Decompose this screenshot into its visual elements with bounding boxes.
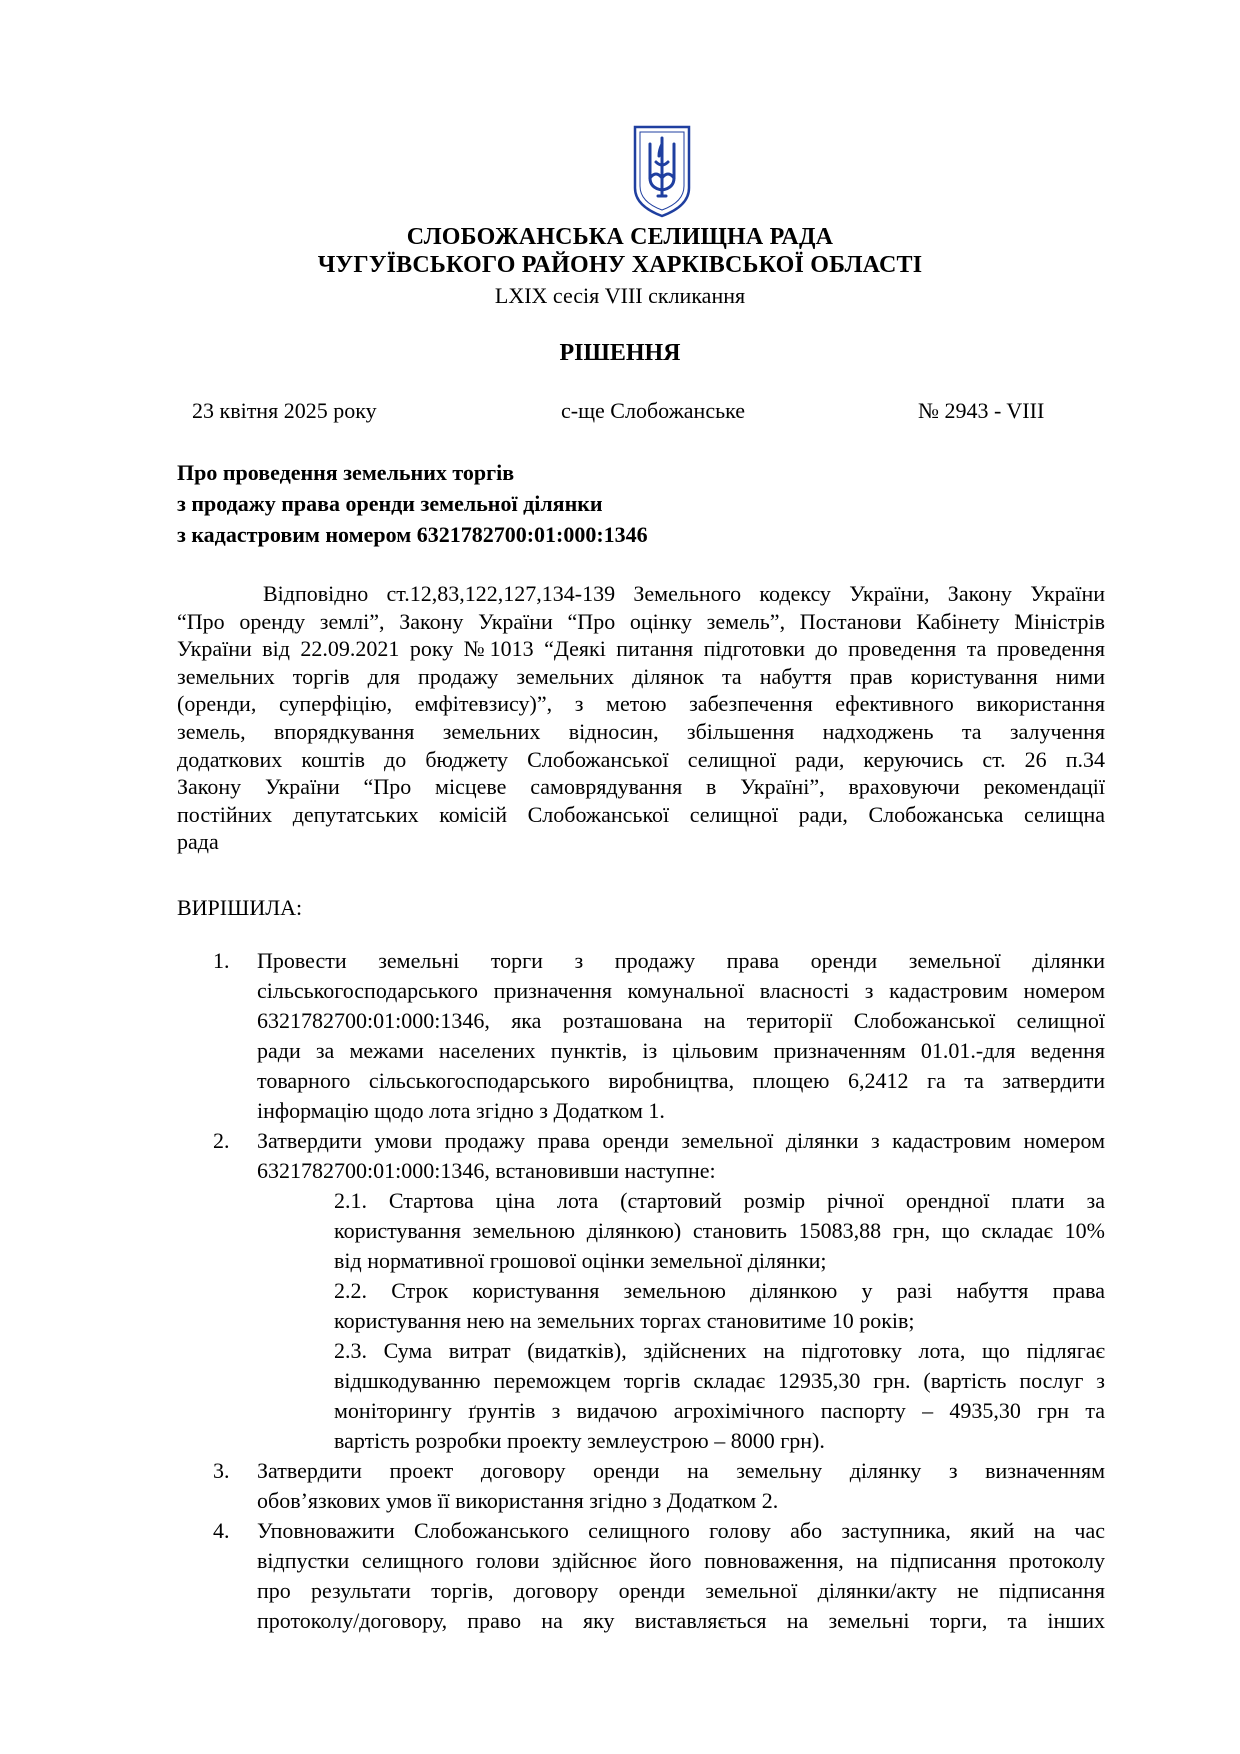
session-info: LXIX сесія VIII скликання	[494, 283, 746, 308]
subitem-line: користування нею на земельних торгах становитиме 10 років;	[334, 1308, 915, 1333]
item-line: Провести земельні торги з продажу права оренди земельної ділянки	[257, 948, 1105, 973]
preamble-line: постійних депутатських комісій Слобожанської селищної ради, Слобожанська селищна	[177, 801, 1105, 827]
item-number: 1.	[213, 948, 230, 973]
council-name: СЛОБОЖАНСЬКА СЕЛИЩНА РАДА	[406, 224, 834, 250]
item-line: ради за межами населених пунктів, із цільовим призначенням 01.01.-для ведення	[257, 1038, 1105, 1063]
item-number: 2.	[213, 1128, 230, 1153]
preamble-line: (оренди, суперфіцію, емфітевзису)”, з метою забезпечення ефективного використання	[177, 691, 1105, 717]
decision-place: с-ще Слобожанське	[561, 398, 746, 423]
subitem-line: від нормативної грошової оцінки земельної ділянки;	[334, 1248, 827, 1273]
preamble-line: Відповідно ст.12,83,122,127,134-139 Земельного кодексу України, Закону України	[263, 581, 1105, 606]
subitem-line: 2.1. Стартова ціна лота (стартовий розмір річної орендної плати за	[334, 1188, 1105, 1213]
decision-number: № 2943 - VIII	[918, 398, 1045, 423]
item-line: інформацію щодо лота згідно з Додатком 1.	[257, 1098, 665, 1123]
preamble-line: рада	[177, 829, 219, 855]
item-line: Затвердити проект договору оренди на земельну ділянку з визначенням	[257, 1458, 1105, 1483]
list-item	[177, 946, 1105, 1126]
decision-subject	[177, 457, 877, 550]
item-line: протоколу/договору, право на яку виставляється на земельні торги, та інших	[257, 1608, 1105, 1633]
subitem-line: моніторингу ґрунтів з видачою агрохімічного паспорту – 4935,30 грн та	[334, 1398, 1105, 1423]
subitem-line: вартість розробки проекту землеустрою – 8000 грн).	[334, 1428, 825, 1453]
document-type: РІШЕННЯ	[559, 340, 681, 366]
preamble-line: України від 22.09.2021 року №1013 “Деякі питання підготовки до проведення та проведення	[177, 636, 1105, 662]
district-name: ЧУГУЇВСЬКОГО РАЙОНУ ХАРКІВСЬКОЇ ОБЛАСТІ	[317, 252, 923, 278]
subject-line: з продажу права оренди земельної ділянки	[177, 491, 603, 516]
subitem	[177, 1276, 1105, 1336]
item-number: 4.	[213, 1518, 230, 1543]
item-line: Затвердити умови продажу права оренди земельної ділянки з кадастровим номером	[257, 1128, 1105, 1153]
item-line: 6321782700:01:000:1346, встановивши наступне:	[257, 1158, 716, 1183]
subitem-line: користування земельною ділянкою) становить 15083,88 грн, що складає 10%	[334, 1218, 1105, 1243]
list-item	[177, 1456, 1105, 1516]
preamble-line: земельних торгів для продажу земельних ділянок та набуття прав користування ними	[177, 663, 1105, 689]
preamble	[177, 580, 1105, 856]
preamble-line: Закону України “Про місцеве самоврядування в Україні”, враховуючи рекомендації	[177, 774, 1105, 800]
subitem-line: відшкодуванню переможцем торгів складає 12935,30 грн. (вартість послуг з	[334, 1368, 1105, 1393]
decision-date: 23 квітня 2025 року	[192, 398, 377, 423]
item-line: 6321782700:01:000:1346, яка розташована на території Слобожанської селищної	[257, 1008, 1105, 1033]
subitem-line: 2.3. Сума витрат (видатків), здійснених на підготовку лота, що підлягає	[334, 1338, 1105, 1363]
item-line: про результати торгів, договору оренди земельної ділянки/акту не підписання	[257, 1578, 1105, 1603]
preamble-line: земель, впорядкування земельних відносин, збільшення надходжень та залучення	[177, 718, 1105, 744]
list-item	[177, 1126, 1105, 1186]
coat-of-arms-icon	[630, 122, 694, 220]
preamble-line: додаткових коштів до бюджету Слобожанської селищної ради, керуючись ст. 26 п.34	[177, 746, 1105, 772]
item-line: відпустки селищного голови здійснює його повноваження, на підписання протоколу	[257, 1548, 1105, 1573]
list-item	[177, 1516, 1105, 1636]
subitem	[177, 1186, 1105, 1276]
item-line: обов’язкових умов її використання згідно з Додатком 2.	[257, 1488, 779, 1513]
preamble-line: “Про оренду землі”, Закону України “Про оцінку земель”, Постанови Кабінету Міністрів	[177, 608, 1105, 634]
item-line: товарного сільськогосподарського виробництва, площею 6,2412 га та затвердити	[257, 1068, 1105, 1093]
subject-line: з кадастровим номером 6321782700:01:000:1346	[177, 522, 648, 547]
decision-items	[177, 946, 1105, 1636]
subitem-line: 2.2. Строк користування земельною ділянкою у разі набуття права	[334, 1278, 1105, 1303]
subitem	[177, 1336, 1105, 1456]
resolved-label: ВИРІШИЛА:	[177, 895, 303, 920]
item-number: 3.	[213, 1458, 230, 1483]
item-line: сільськогосподарського призначення комунальної власності з кадастровим номером	[257, 978, 1105, 1003]
subject-line: Про проведення земельних торгів	[177, 460, 515, 485]
item-line: Уповноважити Слобожанського селищного голову або заступника, який на час	[257, 1518, 1105, 1543]
